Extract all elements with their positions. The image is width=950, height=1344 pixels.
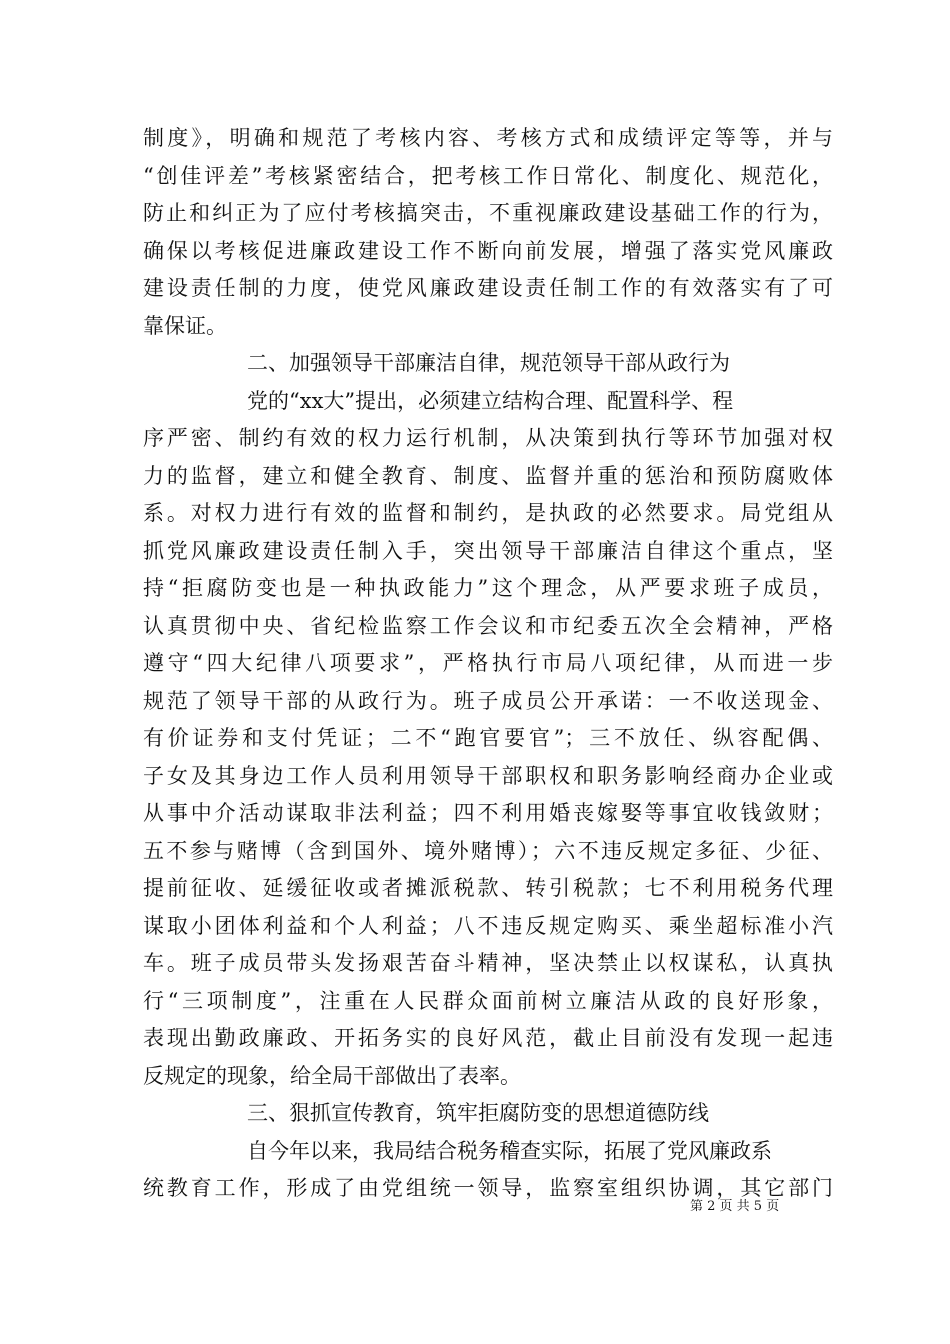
text-line: 制度》，明确和规范了考核内容、考核方式和成绩评定等等，并与 — [143, 126, 833, 150]
text-line: 行“三项制度”，注重在人民群众面前树立廉洁从政的良好形象， — [143, 988, 833, 1013]
text-line: 建设责任制的力度，使党风廉政建设责任制工作的有效落实有了可 — [143, 276, 833, 300]
text-line: 谋取小团体利益和个人利益；八不违反规定购买、乘坐超标准小汽 — [143, 913, 833, 938]
body-text — [143, 120, 833, 1208]
text-line: 提前征收、延缓征收或者摊派税款、转引税款；七不利用税务代理 — [143, 876, 833, 900]
text-line: 遵守“四大纪律八项要求”，严格执行市局八项纪律，从而进一步 — [143, 651, 833, 675]
text-line: 反规定的现象，给全局干部做出了表率。 — [143, 1063, 521, 1088]
text-line: “创佳评差”考核紧密结合，把考核工作日常化、制度化、规范化， — [143, 163, 833, 188]
text-line: 序严密、制约有效的权力运行机制，从决策到执行等环节加强对权 — [143, 426, 833, 450]
text-line: 车。班子成员带头发扬艰苦奋斗精神，坚决禁止以权谋私，认真执 — [143, 951, 833, 975]
text-line: 认真贯彻中央、省纪检监察工作会议和市纪委五次全会精神，严格 — [143, 613, 833, 638]
text-line: 持“拒腐防变也是一种执政能力”这个理念，从严要求班子成员， — [143, 576, 833, 600]
text-line: 子女及其身边工作人员利用领导干部职权和职务影响经商办企业或 — [143, 763, 833, 788]
text-line: 抓党风廉政建设责任制入手，突出领导干部廉洁自律这个重点，坚 — [143, 538, 833, 563]
section-heading: 三、狠抓宣传教育，筑牢拒腐防变的思想道德防线 — [247, 1101, 709, 1125]
text-line: 从事中介活动谋取非法利益；四不利用婚丧嫁娶等事宜收钱敛财； — [143, 801, 833, 825]
text-line: 五不参与赌博（含到国外、境外赌博）；六不违反规定多征、少征、 — [143, 838, 833, 863]
text-line: 系。对权力进行有效的监督和制约，是执政的必然要求。局党组从 — [143, 501, 833, 525]
text-line: 靠保证。 — [143, 313, 227, 338]
section-heading: 二、加强领导干部廉洁自律，规范领导干部从政行为 — [247, 351, 730, 375]
text-line: 防止和纠正为了应付考核搞突击，不重视廉政建设基础工作的行为， — [143, 201, 833, 225]
paragraph-first-line: 自今年以来，我局结合税务稽查实际，拓展了党风廉政系 — [247, 1138, 772, 1163]
text-line: 确保以考核促进廉政建设工作不断向前发展，增强了落实党风廉政 — [143, 238, 833, 263]
text-line: 有价证券和支付凭证；二不“跑官要官”；三不放任、纵容配偶、 — [143, 726, 833, 750]
paragraph-first-line: 党的“xx大”提出，必须建立结构合理、配置科学、程 — [247, 388, 734, 413]
page-number: 第 2 页 共 5 页 — [690, 1199, 780, 1214]
text-line: 统教育工作，形成了由党组统一领导，监察室组织协调，其它部门 — [143, 1176, 833, 1200]
text-line: 规范了领导干部的从政行为。班子成员公开承诺：一不收送现金、 — [143, 688, 833, 713]
text-line: 力的监督，建立和健全教育、制度、监督并重的惩治和预防腐败体 — [143, 463, 833, 488]
text-line: 表现出勤政廉政、开拓务实的良好风范，截止目前没有发现一起违 — [143, 1026, 833, 1050]
